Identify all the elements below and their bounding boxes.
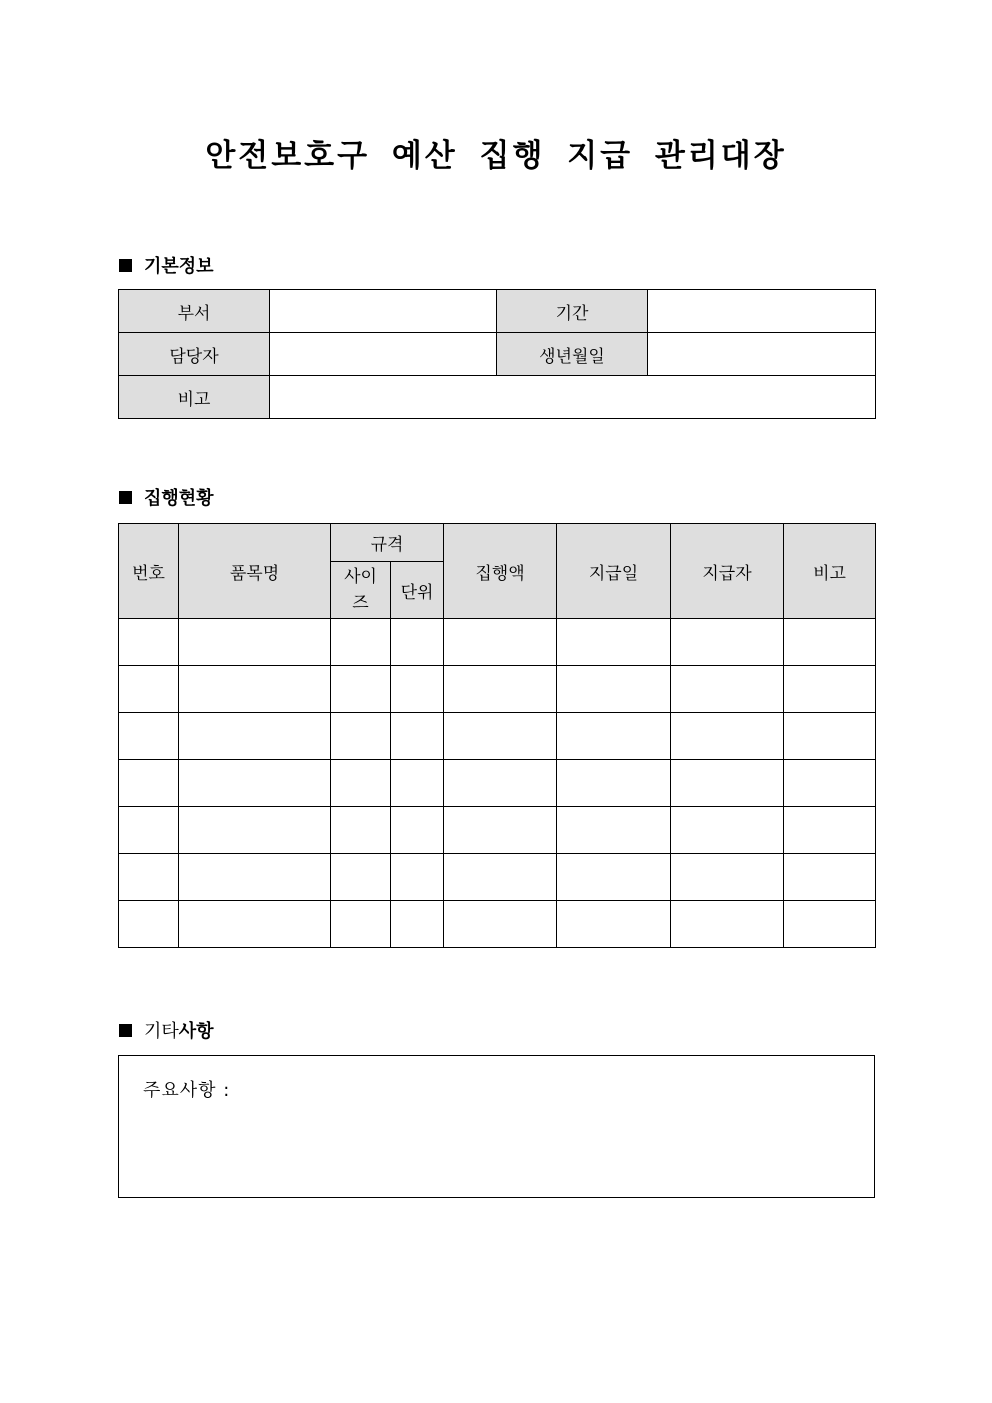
pay-date-cell[interactable]: [557, 713, 671, 760]
col-item-name: 품목명: [179, 524, 331, 619]
col-remarks: 비고: [784, 524, 876, 619]
manager-field[interactable]: [270, 333, 497, 376]
square-bullet-icon: [119, 1024, 132, 1037]
unit-cell[interactable]: [391, 901, 444, 948]
amount-cell[interactable]: [444, 901, 557, 948]
other-heading: [119, 1018, 214, 1042]
payee-cell[interactable]: [671, 901, 784, 948]
other-heading-light: 기타: [144, 1021, 179, 1042]
amount-cell[interactable]: [444, 854, 557, 901]
pay-date-cell[interactable]: [557, 807, 671, 854]
item-name-cell[interactable]: [179, 666, 331, 713]
amount-cell[interactable]: [444, 760, 557, 807]
number-cell[interactable]: [119, 807, 179, 854]
remarks-cell[interactable]: [784, 807, 876, 854]
execution-table: [118, 523, 876, 948]
pay-date-cell[interactable]: [557, 901, 671, 948]
col-amount: 집행액: [444, 524, 557, 619]
item-name-cell[interactable]: [179, 619, 331, 666]
table-row: [119, 807, 876, 854]
col-pay-date: 지급일: [557, 524, 671, 619]
page-title: 안전보호구 예산 집행 지급 관리대장: [205, 138, 787, 174]
payee-cell[interactable]: [671, 807, 784, 854]
item-name-cell[interactable]: [179, 854, 331, 901]
period-field[interactable]: [648, 290, 876, 333]
size-cell[interactable]: [331, 901, 391, 948]
size-cell[interactable]: [331, 713, 391, 760]
col-unit: 단위: [391, 562, 444, 619]
number-cell[interactable]: [119, 760, 179, 807]
size-cell[interactable]: [331, 619, 391, 666]
amount-cell[interactable]: [444, 713, 557, 760]
col-payee: 지급자: [671, 524, 784, 619]
execution-heading-text: 집행현황: [144, 488, 214, 509]
execution-rows: [119, 619, 876, 948]
item-name-cell[interactable]: [179, 760, 331, 807]
payee-cell[interactable]: [671, 713, 784, 760]
payee-cell[interactable]: [671, 666, 784, 713]
square-bullet-icon: [119, 491, 132, 504]
col-number: 번호: [119, 524, 179, 619]
payee-cell[interactable]: [671, 854, 784, 901]
department-field[interactable]: [270, 290, 497, 333]
remarks-cell[interactable]: [784, 760, 876, 807]
number-cell[interactable]: [119, 854, 179, 901]
period-label: 기간: [497, 290, 648, 333]
pay-date-cell[interactable]: [557, 854, 671, 901]
pay-date-cell[interactable]: [557, 666, 671, 713]
size-cell[interactable]: [331, 854, 391, 901]
pay-date-cell[interactable]: [557, 760, 671, 807]
table-row: [119, 713, 876, 760]
amount-cell[interactable]: [444, 666, 557, 713]
col-size-line2: 즈: [352, 593, 369, 613]
unit-cell[interactable]: [391, 713, 444, 760]
other-heading-bold: 사항: [178, 1021, 214, 1042]
size-cell[interactable]: [331, 807, 391, 854]
unit-cell[interactable]: [391, 666, 444, 713]
item-name-cell[interactable]: [179, 901, 331, 948]
birthdate-field[interactable]: [648, 333, 876, 376]
number-cell[interactable]: [119, 619, 179, 666]
basic-info-table: [118, 289, 876, 419]
basic-info-heading-text: 기본정보: [144, 256, 214, 277]
remarks-cell[interactable]: [784, 713, 876, 760]
square-bullet-icon: [119, 259, 132, 272]
col-spec: 규격: [331, 524, 444, 562]
number-cell[interactable]: [119, 713, 179, 760]
size-cell[interactable]: [331, 760, 391, 807]
unit-cell[interactable]: [391, 760, 444, 807]
pay-date-cell[interactable]: [557, 619, 671, 666]
number-cell[interactable]: [119, 666, 179, 713]
department-label: 부서: [119, 290, 270, 333]
unit-cell[interactable]: [391, 619, 444, 666]
execution-heading: [119, 485, 214, 509]
remarks-cell[interactable]: [784, 619, 876, 666]
amount-cell[interactable]: [444, 807, 557, 854]
memo-box[interactable]: [118, 1055, 875, 1198]
unit-cell[interactable]: [391, 807, 444, 854]
number-cell[interactable]: [119, 901, 179, 948]
remarks-label: 비고: [119, 376, 270, 419]
col-size: [331, 562, 391, 619]
payee-cell[interactable]: [671, 760, 784, 807]
table-row: [119, 666, 876, 713]
item-name-cell[interactable]: [179, 807, 331, 854]
unit-cell[interactable]: [391, 854, 444, 901]
col-size-line1: 사이: [344, 567, 377, 587]
table-row: [119, 760, 876, 807]
remarks-cell[interactable]: [784, 854, 876, 901]
remarks-cell[interactable]: [784, 901, 876, 948]
table-row: [119, 619, 876, 666]
manager-label: 담당자: [119, 333, 270, 376]
memo-label: 주요사항 :: [143, 1080, 231, 1101]
item-name-cell[interactable]: [179, 713, 331, 760]
remarks-cell[interactable]: [784, 666, 876, 713]
remarks-field[interactable]: [270, 376, 876, 419]
amount-cell[interactable]: [444, 619, 557, 666]
payee-cell[interactable]: [671, 619, 784, 666]
table-row: [119, 854, 876, 901]
size-cell[interactable]: [331, 666, 391, 713]
basic-info-heading: [119, 253, 214, 277]
table-row: [119, 901, 876, 948]
birthdate-label: 생년월일: [497, 333, 648, 376]
